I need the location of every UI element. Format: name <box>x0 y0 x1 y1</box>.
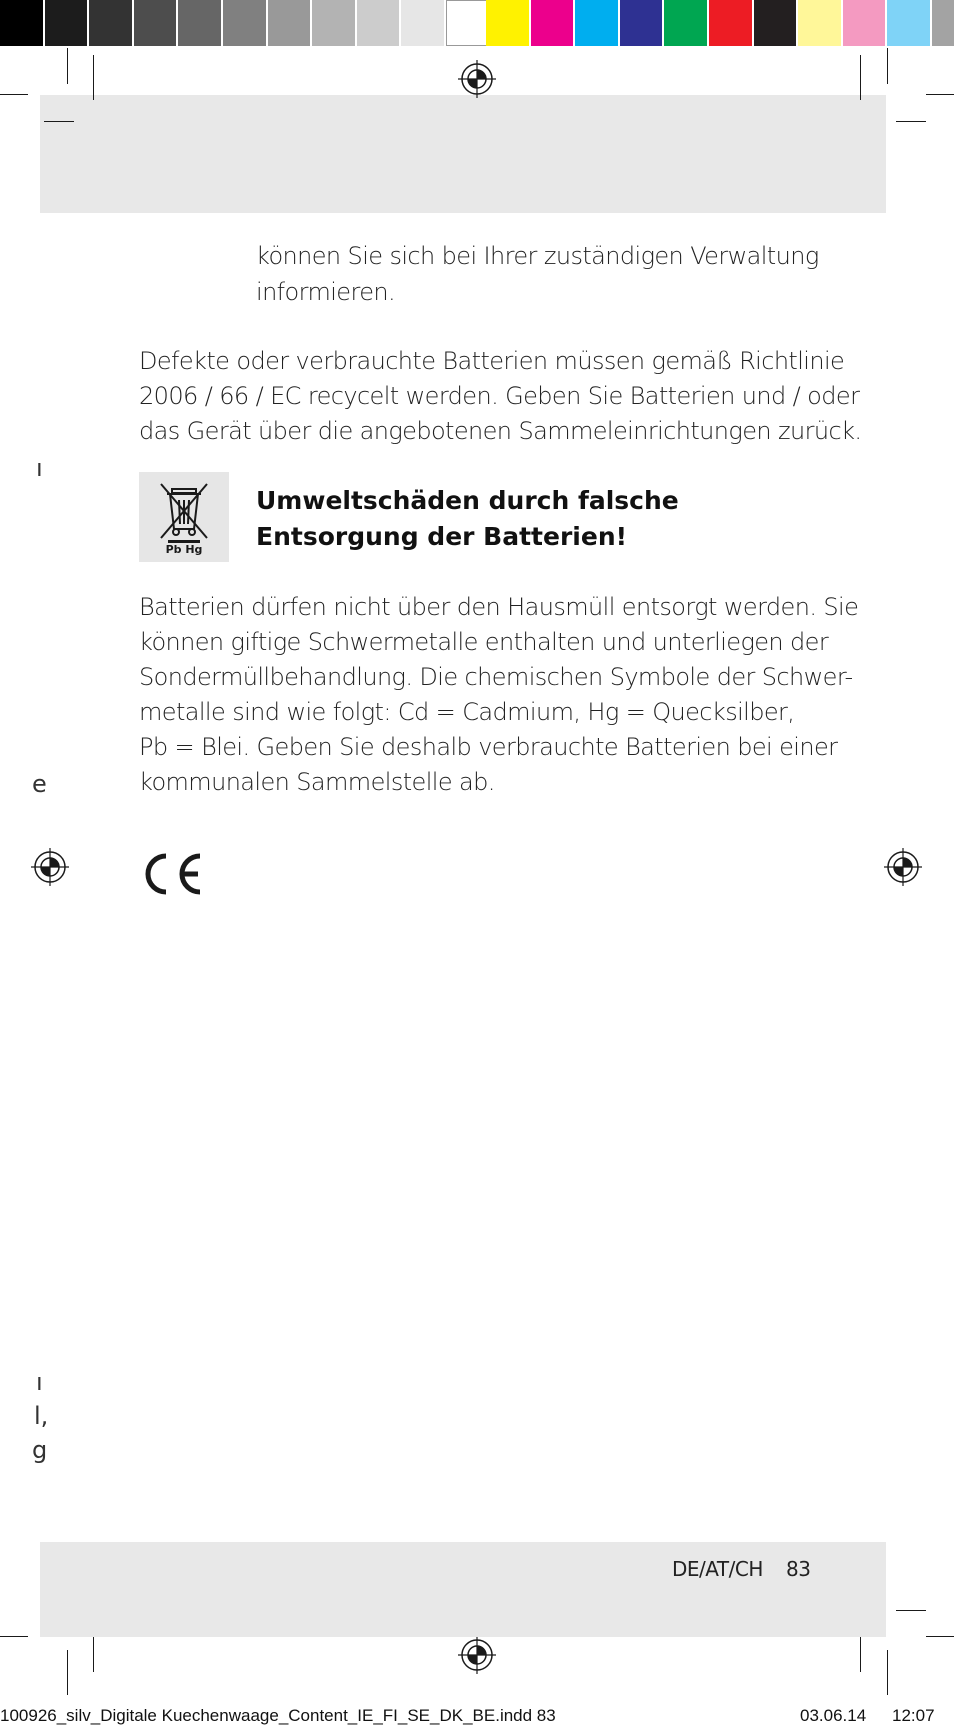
registration-target-icon <box>458 1636 496 1674</box>
edge-fragment: ı <box>36 454 43 482</box>
registration-target-icon <box>884 848 922 886</box>
process-swatch <box>798 0 841 46</box>
edge-fragment: ı <box>36 1368 43 1396</box>
grayscale-swatch <box>446 0 489 46</box>
grayscale-swatch <box>357 0 400 46</box>
edge-fragment: l, <box>34 1402 49 1430</box>
info-line-2: informieren. <box>256 278 396 306</box>
crop-mark <box>896 121 926 122</box>
crop-mark <box>896 1610 926 1611</box>
ce-mark-icon <box>138 850 204 898</box>
grayscale-swatch <box>178 0 221 46</box>
disposal-paragraph-line: können giftige Schwermetalle enthalten und unterliegen der <box>139 628 829 656</box>
process-swatch <box>932 0 954 46</box>
process-swatch <box>531 0 574 46</box>
warning-heading-line-1: Umweltschäden durch falsche <box>256 486 679 515</box>
crop-mark <box>44 121 74 122</box>
warning-heading-line-2: Entsorgung der Batterien! <box>256 522 628 551</box>
crop-mark <box>926 1636 954 1637</box>
disposal-paragraph-line: kommunalen Sammelstelle ab. <box>139 768 495 796</box>
grayscale-swatch <box>45 0 88 46</box>
grayscale-swatch <box>89 0 132 46</box>
slug-time: 12:07 <box>892 1706 935 1725</box>
disposal-paragraph-line: Pb = Blei. Geben Sie deshalb verbrauchte Batterien bei einer <box>139 733 838 761</box>
crop-mark <box>926 94 954 95</box>
crop-mark <box>0 1636 28 1637</box>
process-swatch <box>575 0 618 46</box>
registration-target-icon <box>31 848 69 886</box>
process-swatch <box>843 0 886 46</box>
grayscale-swatch <box>134 0 177 46</box>
recycle-paragraph-line: Defekte oder verbrauchte Batterien müssen gemäß Richtlinie <box>139 347 845 375</box>
grayscale-swatch <box>401 0 444 46</box>
grayscale-swatch <box>223 0 266 46</box>
recycle-paragraph-line: das Gerät über die angebotenen Sammeleinrichtungen zurück. <box>139 417 862 445</box>
bin-icon-label: Pb Hg <box>165 543 203 556</box>
crossed-bin-icon <box>139 472 229 562</box>
crop-mark <box>0 94 28 95</box>
process-swatch <box>620 0 663 46</box>
disposal-paragraph-line: metalle sind wie folgt: Cd = Cadmium, Hg = Quecksilber, <box>139 698 795 726</box>
crop-mark <box>887 48 888 84</box>
slug-date: 03.06.14 <box>800 1706 867 1725</box>
recycle-paragraph-line: 2006 / 66 / EC recycelt werden. Geben Sie Batterien und / oder <box>139 382 860 410</box>
process-swatch <box>754 0 797 46</box>
process-swatch <box>709 0 752 46</box>
process-swatch <box>664 0 707 46</box>
grayscale-swatch <box>312 0 355 46</box>
disposal-paragraph-line: Sondermüllbehandlung. Die chemischen Symbole der Schwer- <box>139 663 853 691</box>
crop-mark <box>67 1650 68 1695</box>
edge-fragment: g <box>32 1436 48 1464</box>
disposal-paragraph-line: Batterien dürfen nicht über den Hausmüll entsorgt werden. Sie <box>139 593 859 621</box>
footer-locale: DE/AT/CH <box>672 1557 763 1581</box>
grayscale-swatch <box>0 0 43 46</box>
page-number: 83 <box>786 1557 811 1581</box>
crop-mark <box>860 55 861 100</box>
crop-mark <box>887 1650 888 1695</box>
crop-mark <box>67 48 68 84</box>
slug-filename: 100926_silv_Digitale Kuechenwaage_Content_IE_FI_SE_DK_BE.indd 83 <box>0 1706 556 1725</box>
grayscale-swatch <box>268 0 311 46</box>
process-swatch <box>887 0 930 46</box>
edge-fragment: e <box>32 770 47 798</box>
process-swatch <box>486 0 529 46</box>
info-line-1: können Sie sich bei Ihrer zuständigen Verwaltung <box>256 242 819 270</box>
header-panel <box>40 95 886 213</box>
crop-mark <box>93 55 94 100</box>
registration-target-icon <box>458 60 496 98</box>
